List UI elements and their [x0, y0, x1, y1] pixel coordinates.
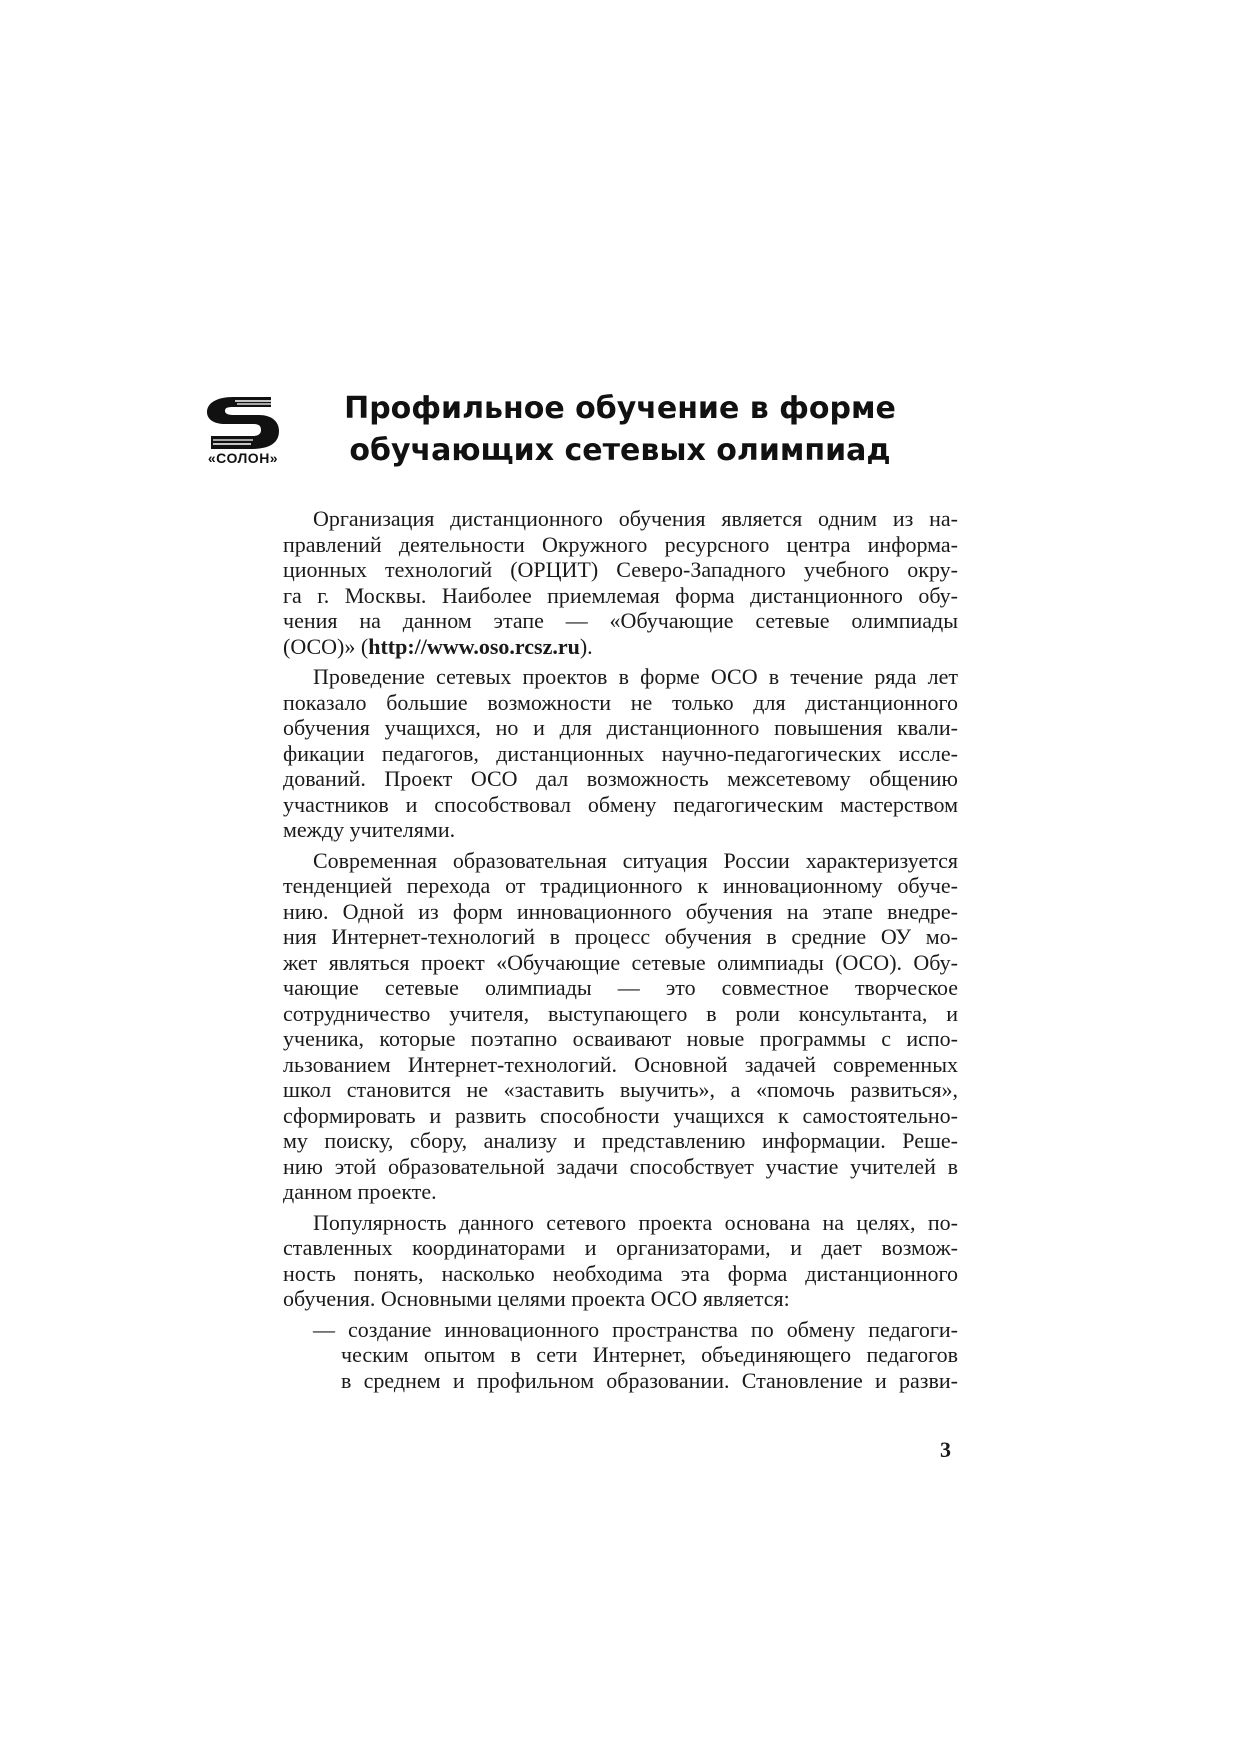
text-line: Проведение сетевых проектов в форме ОСО в течение ряда лет: [313, 664, 958, 689]
paragraph-2: [283, 664, 958, 843]
text-line: школ становится не «заставить выучить», а «помочь развиться»,: [283, 1077, 958, 1102]
text-line: чающие сетевые олимпиады — это совместное творческое: [283, 975, 958, 1000]
text-line: данном проекте.: [283, 1179, 437, 1204]
text-line: га г. Москвы. Наиболее приемлемая форма дистанционного обу-: [283, 582, 958, 608]
page-title: [320, 388, 920, 472]
text-line: ставленных координаторами и организаторами, и дает возмож-: [283, 1235, 958, 1260]
text-line: Организация дистанционного обучения является одним из на-: [313, 506, 958, 531]
logo-caption: «СОЛОН»: [207, 450, 279, 466]
text-line: нию этой образовательной задачи способствует участие учителей в: [283, 1153, 958, 1179]
text-line: обучения учащихся, но и для дистанционного повышения квали-: [283, 715, 958, 740]
text-line: льзованием Интернет-технологий. Основной задачей современных: [283, 1051, 958, 1077]
text-line: правлений деятельности Окружного ресурсного центра информа-: [283, 531, 958, 557]
text-fragment: (ОСО)» (: [283, 633, 369, 659]
text-line: дований. Проект ОСО дал возможность межсетевому общению: [283, 766, 958, 791]
text-line: жет являться проект «Обучающие сетевые олимпиады (ОСО). Обу-: [283, 949, 958, 975]
title-line-2: обучающих сетевых олимпиад: [349, 433, 891, 468]
text-line: сотрудничество учителя, выступающего в роли консультанта, и: [283, 1000, 958, 1026]
bullet-item-1: [283, 1317, 958, 1394]
text-line: сформировать и развить способности учащихся к самостоятельно-: [283, 1102, 958, 1128]
text-line: Популярность данного сетевого проекта основана на целях, по-: [313, 1209, 958, 1235]
text-line: ность понять, насколько необходима эта форма дистанционного: [283, 1260, 958, 1286]
text-line: участников и способствовал обмену педагогическим мастерством: [283, 791, 958, 817]
text-line: в среднем и профильном образовании. Становление и разви-: [341, 1367, 958, 1393]
text-line: фикации педагогов, дистанционных научно-педагогических иссле-: [283, 740, 958, 766]
text-line: [283, 634, 958, 660]
paragraph-1: [283, 506, 958, 659]
text-line: тенденцией перехода от традиционного к инновационному обуче-: [283, 873, 958, 898]
text-line: ческим опытом в сети Интернет, объединяющего педагогов: [341, 1342, 958, 1367]
body-text: [283, 506, 958, 1398]
text-line: чения на данном этапе — «Обучающие сетевые олимпиады: [283, 608, 958, 633]
text-line: ученика, которые поэтапно осваивают новые программы с испо-: [283, 1026, 958, 1051]
website-link[interactable]: http://www.oso.rcsz.ru: [368, 633, 580, 659]
text-line: обучения. Основными целями проекта ОСО является:: [283, 1286, 790, 1311]
solon-logo-icon: [203, 393, 283, 455]
text-fragment: ).: [579, 633, 593, 659]
paragraph-4: [283, 1210, 958, 1312]
text-line: — создание инновационного пространства по обмену педагоги-: [313, 1316, 958, 1342]
text-line: нию. Одной из форм инновационного обучения на этапе внедре-: [283, 898, 958, 924]
text-line: ния Интернет-технологий в процесс обучения в средние ОУ мо-: [283, 924, 958, 949]
text-line: между учителями.: [283, 817, 456, 842]
paragraph-3: [283, 848, 958, 1205]
text-line: му поиску, сбору, анализу и представлению информации. Реше-: [283, 1128, 958, 1153]
title-line-1: Профильное обучение в форме: [344, 391, 896, 426]
text-line: показало большие возможности не только для дистанционного: [283, 689, 958, 715]
text-line: Современная образовательная ситуация России характеризуется: [313, 847, 958, 873]
text-line: ционных технологий (ОРЦИТ) Северо-Западного учебного окру-: [283, 557, 958, 582]
page-number: 3: [940, 1437, 951, 1462]
